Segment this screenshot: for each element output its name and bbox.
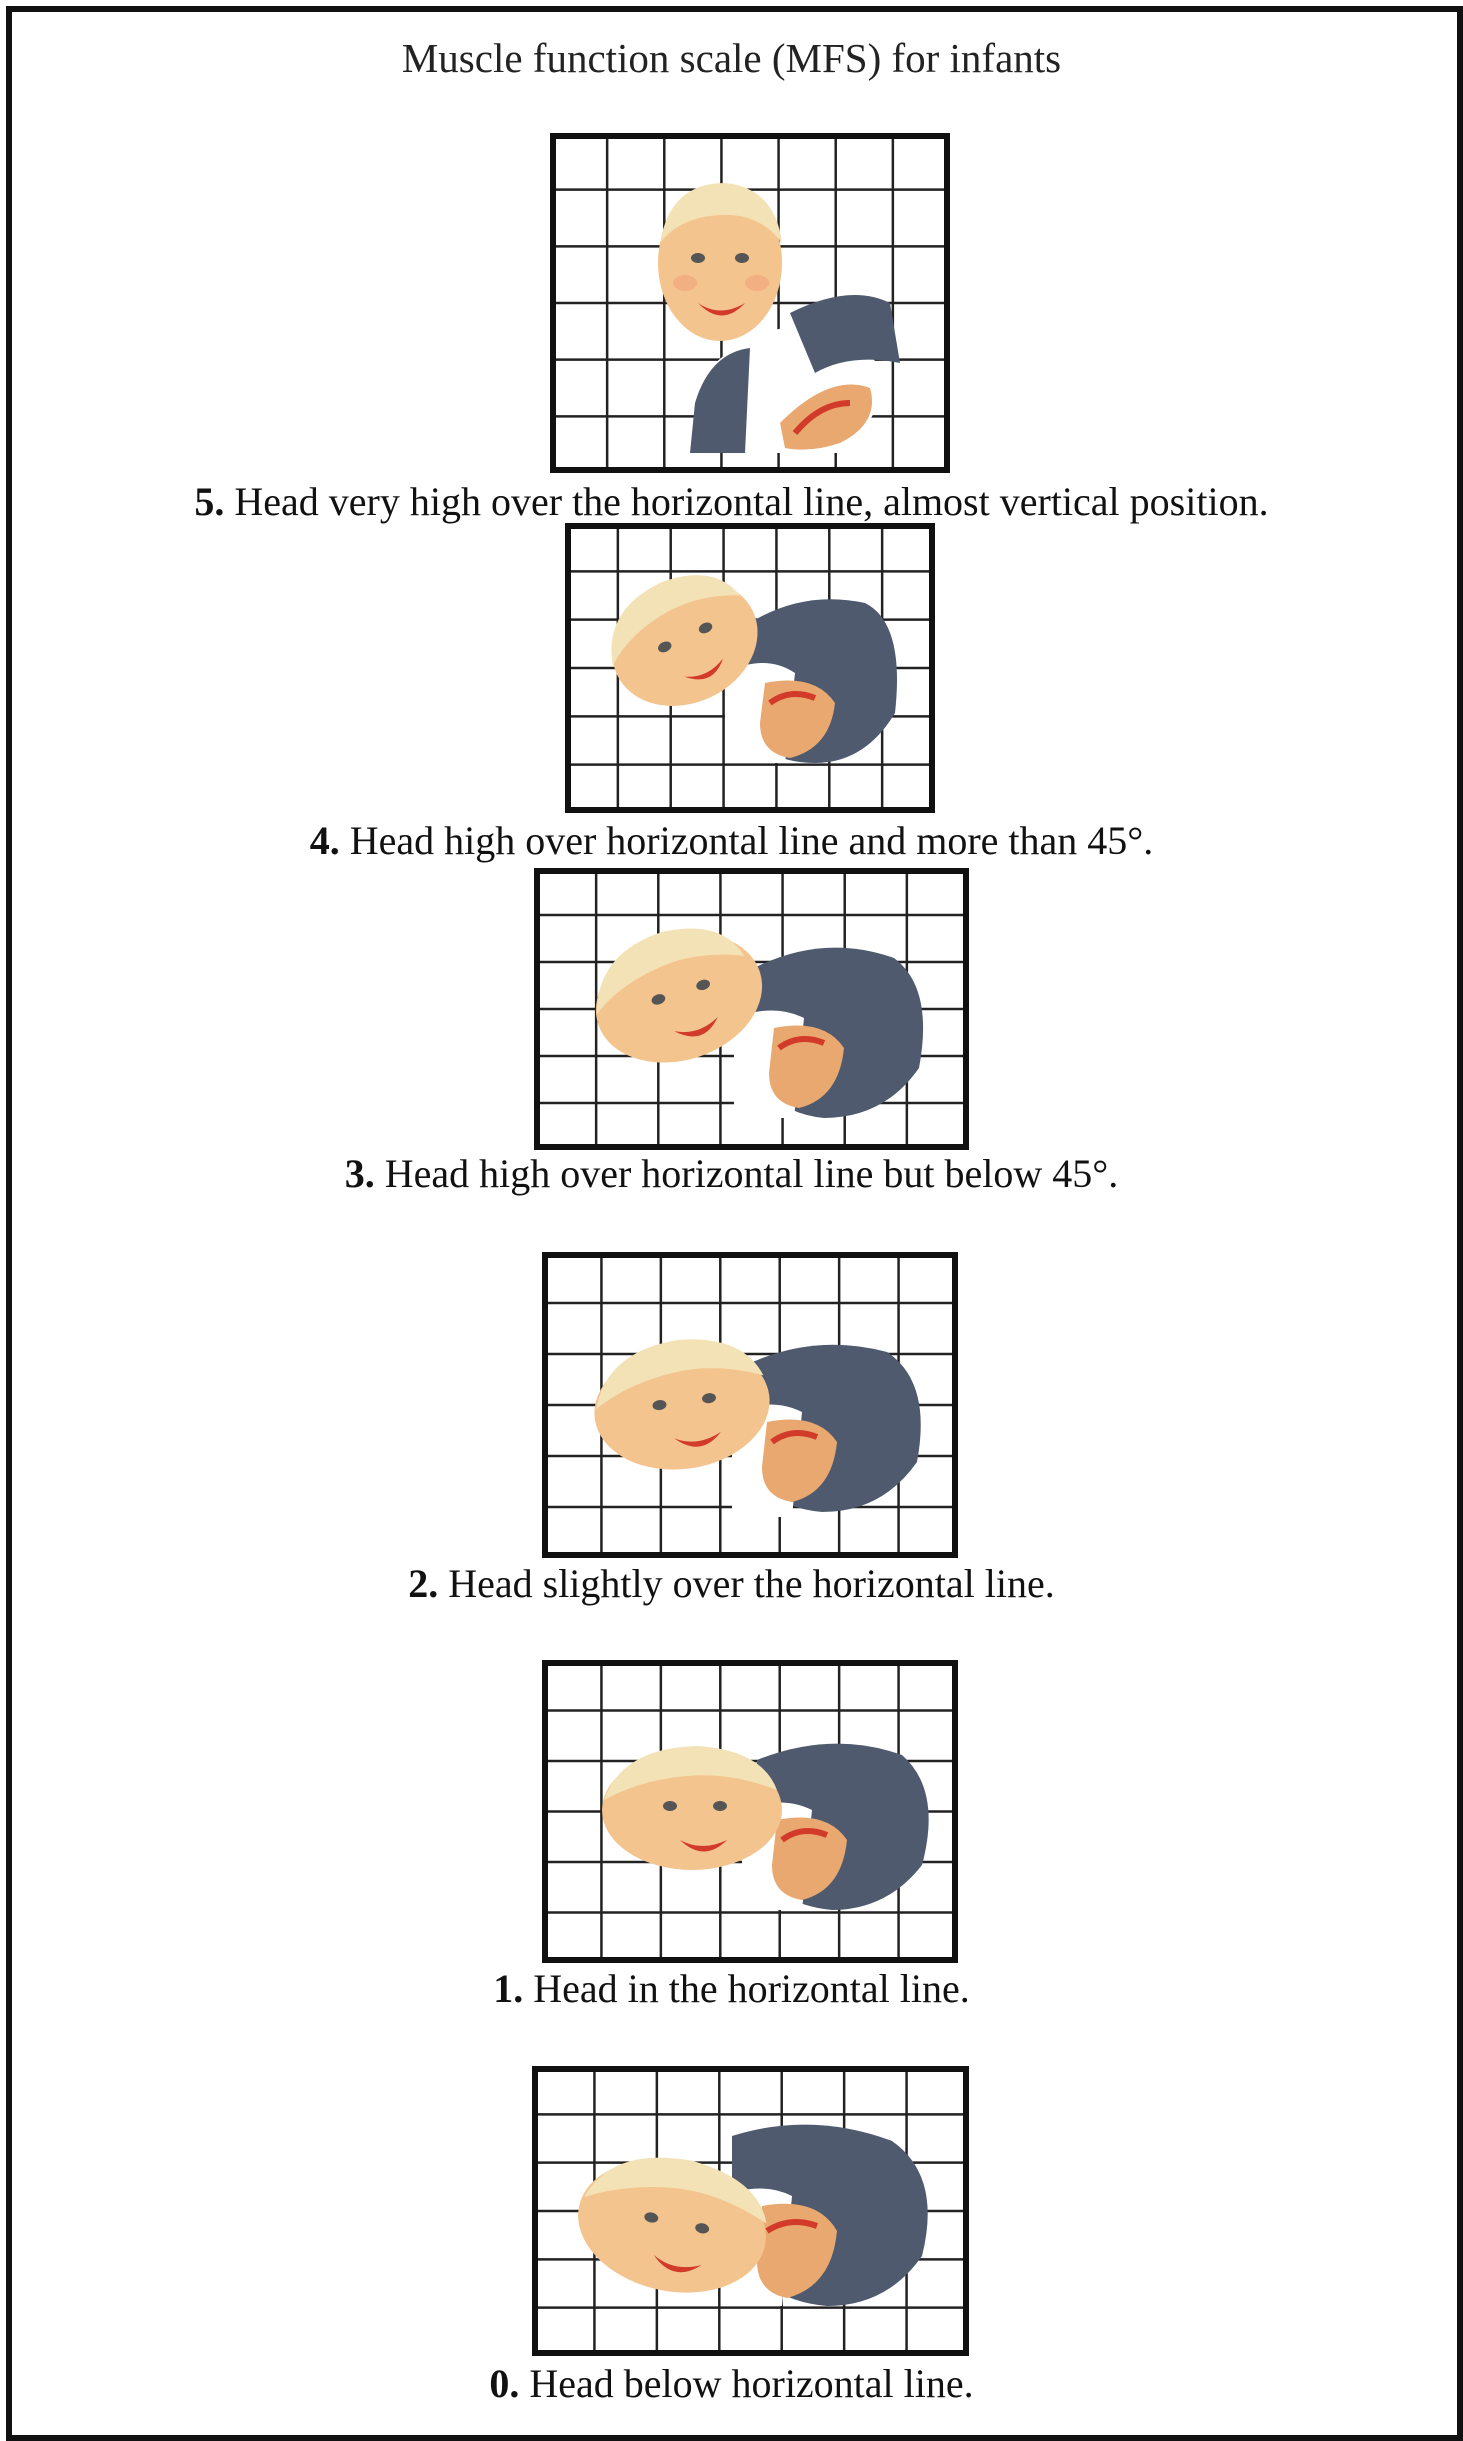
infant-figure [577, 907, 923, 1118]
grid-panel-score-4 [565, 523, 935, 813]
infant-illustration-score-5 [550, 133, 950, 473]
infant-figure [590, 552, 897, 763]
score-description: Head in the horizontal line. [533, 1966, 970, 2011]
grid-panel-score-3 [534, 868, 969, 1150]
score-label: 2. [408, 1561, 439, 1606]
score-label: 0. [489, 2361, 520, 2406]
score-label: 3. [344, 1151, 375, 1196]
infant-figure [602, 1744, 929, 1910]
grid-panel-score-1 [542, 1660, 958, 1963]
score-label: 4. [309, 818, 340, 863]
figure-title: Muscle function scale (MFS) for infants [401, 35, 1062, 81]
score-description: Head very high over the horizontal line, almost vertical position. [234, 479, 1269, 524]
infant-figure [586, 1328, 921, 1517]
infant-figure [566, 2125, 928, 2310]
caption-score-3 [0, 1150, 1463, 1197]
score-description: Head slightly over the horizontal line. [448, 1561, 1055, 1606]
score-label: 5. [194, 479, 225, 524]
infant-illustration-score-4 [565, 523, 935, 813]
infant-illustration-score-1 [542, 1660, 958, 1963]
caption-score-1 [0, 1965, 1463, 2012]
score-label: 1. [493, 1966, 524, 2011]
grid-panel-score-5 [550, 133, 950, 473]
grid-panel-score-2 [542, 1252, 958, 1558]
score-description: Head below horizontal line. [529, 2361, 974, 2406]
infant-illustration-score-0 [532, 2066, 969, 2356]
score-description: Head high over horizontal line but below 45°. [384, 1151, 1119, 1196]
infant-illustration-score-3 [534, 868, 969, 1150]
caption-score-0 [0, 2360, 1463, 2407]
grid-panel-score-0 [532, 2066, 969, 2356]
caption-score-2 [0, 1560, 1463, 1607]
caption-score-5 [0, 478, 1463, 525]
caption-score-4 [0, 817, 1463, 864]
infant-illustration-score-2 [542, 1252, 958, 1558]
score-description: Head high over horizontal line and more than 45°. [349, 818, 1154, 863]
